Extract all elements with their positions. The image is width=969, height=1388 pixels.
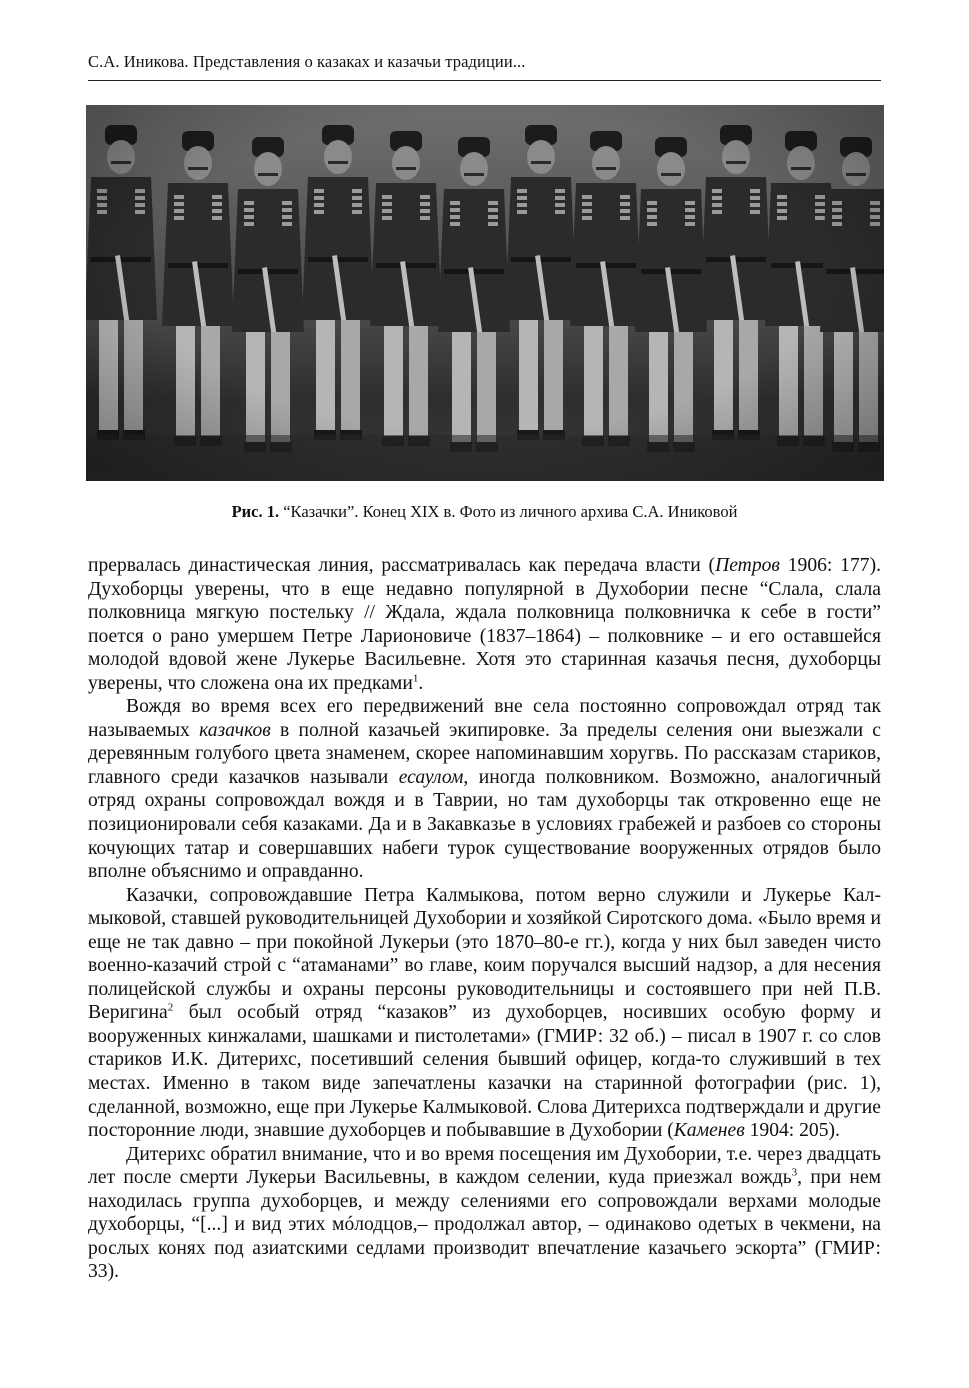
text-segment: прервалась династическая линия, рассматривалась как передача власти ( (88, 555, 716, 576)
footnote-ref: 2 (167, 1001, 174, 1014)
footnote-ref: 3 (791, 1166, 798, 1179)
running-head: С.А. Иникова. Представления о казаках и казачьи традиции... (88, 52, 526, 71)
italic-text: Петров (715, 555, 780, 576)
paragraph (88, 554, 881, 695)
paragraph (88, 884, 881, 1143)
header-rule (88, 80, 881, 81)
paragraph (88, 695, 881, 883)
photo-illustration (86, 105, 884, 481)
paragraph (88, 1143, 881, 1284)
figure-caption (88, 502, 881, 522)
text-segment: 1904: 205). (744, 1120, 840, 1142)
text-segment: в полной казачьей экипировке. За пределы селения они выезжали с деревянным голубого цвета знаменем, скорее напоминавшим хоругвь. По рассказам стариков, главного среди казачков называли (88, 719, 882, 788)
text-segment: , при нем находилась группа духоборцев, и между селениями его сопровождали верхами молодые духоборцы, “[...] и вид этих мóлодцов,– продолжал автор, – одинаково одетых в чекмени, на рослых конях под азиатскими седлами производит впечатление казачьего эскорта” (ГМИР: 33). (88, 1167, 882, 1283)
text-segment: Казачки, сопровождавшие Петра Калмыкова, потом верно служили и Лукерье Калмыковой, ставшей руководительницей Духобории и хозяйкой Сиротского дома. «Было время и еще не так давно – при покойной Лукерьи (это 1870–80-е гг.), когда у них был заведен чисто военно-казачий строй с “атаманами” во главе, коим поручался высший надзор, а для несения полицейской службы и охраны персоны руководительницы и состоявшего при ней П.В. Веригина (88, 884, 881, 1024)
italic-text: есаулом (398, 766, 464, 788)
figure-label: Рис. 1. (231, 502, 280, 521)
text-segment: . (418, 672, 424, 694)
figure-caption-text: “Казачки”. Конец XIX в. Фото из личного архива С.А. Иниковой (279, 502, 738, 521)
text-segment: Вождя во время всех его передвижений вне села постоянно сопровождал отряд так называемых (88, 696, 881, 741)
article-body (88, 554, 881, 1284)
text-segment: был особый отряд “казаков” из духоборцев, носивших особую форму и вооруженных кинжалами, шашками и пистолетами» (ГМИР: 32 об.) – писал в 1907 г. со слов стариков И.К. Дитерихс, посетивший селения бывший офицер, когда-то служивший в тех местах. Именно в таком виде запечатлены казачки на старинной фотографии (рис. 1), сделанной, возможно, еще при Лукерье Калмыковой. Слова Дитерихса подтверждали и другие посторонние люди, знавшие духоборцев и побывавшие в Духобории ( (88, 1002, 881, 1142)
text-segment: 1906: 177). Духоборцы уверены, что в еще недавно популярной в Духобории песне “Слала, слала полковница мягкую постельку // Ждала, ждала полковница полковничка к себе в гости” поется о рано умершем Петре Ларионовиче (1837–1864) – полковнике – и его оставшейся молодой вдовой жене Лукерье Васильевне. Хотя это старинная казачья песня, духоборцы уверены, что сложена она их предками (88, 555, 881, 694)
footnote-ref: 1 (412, 672, 419, 685)
italic-text: казачков (199, 719, 271, 741)
italic-text: Каменев (673, 1120, 745, 1142)
text-segment: Дитерихс обратил внимание, что и во время посещения им Духобории, т.е. через двадцать лет после смерти Лукерьи Васильевны, в каждом селении, куда приезжал вождь (88, 1143, 881, 1189)
figure-photo (86, 105, 884, 481)
text-segment: , иногда полковником. Возможно, аналогичный отряд охраны сопровождал вождя и в Таврии, но там духоборцы так откровенно еще не позиционировали себя казаками. Да и в Закавказье в условиях грабежей и разбоев со стороны кочующих татар и совершавших набеги турок существование вооруженных отрядов было вполне объяснимо и оправданно. (88, 766, 881, 883)
